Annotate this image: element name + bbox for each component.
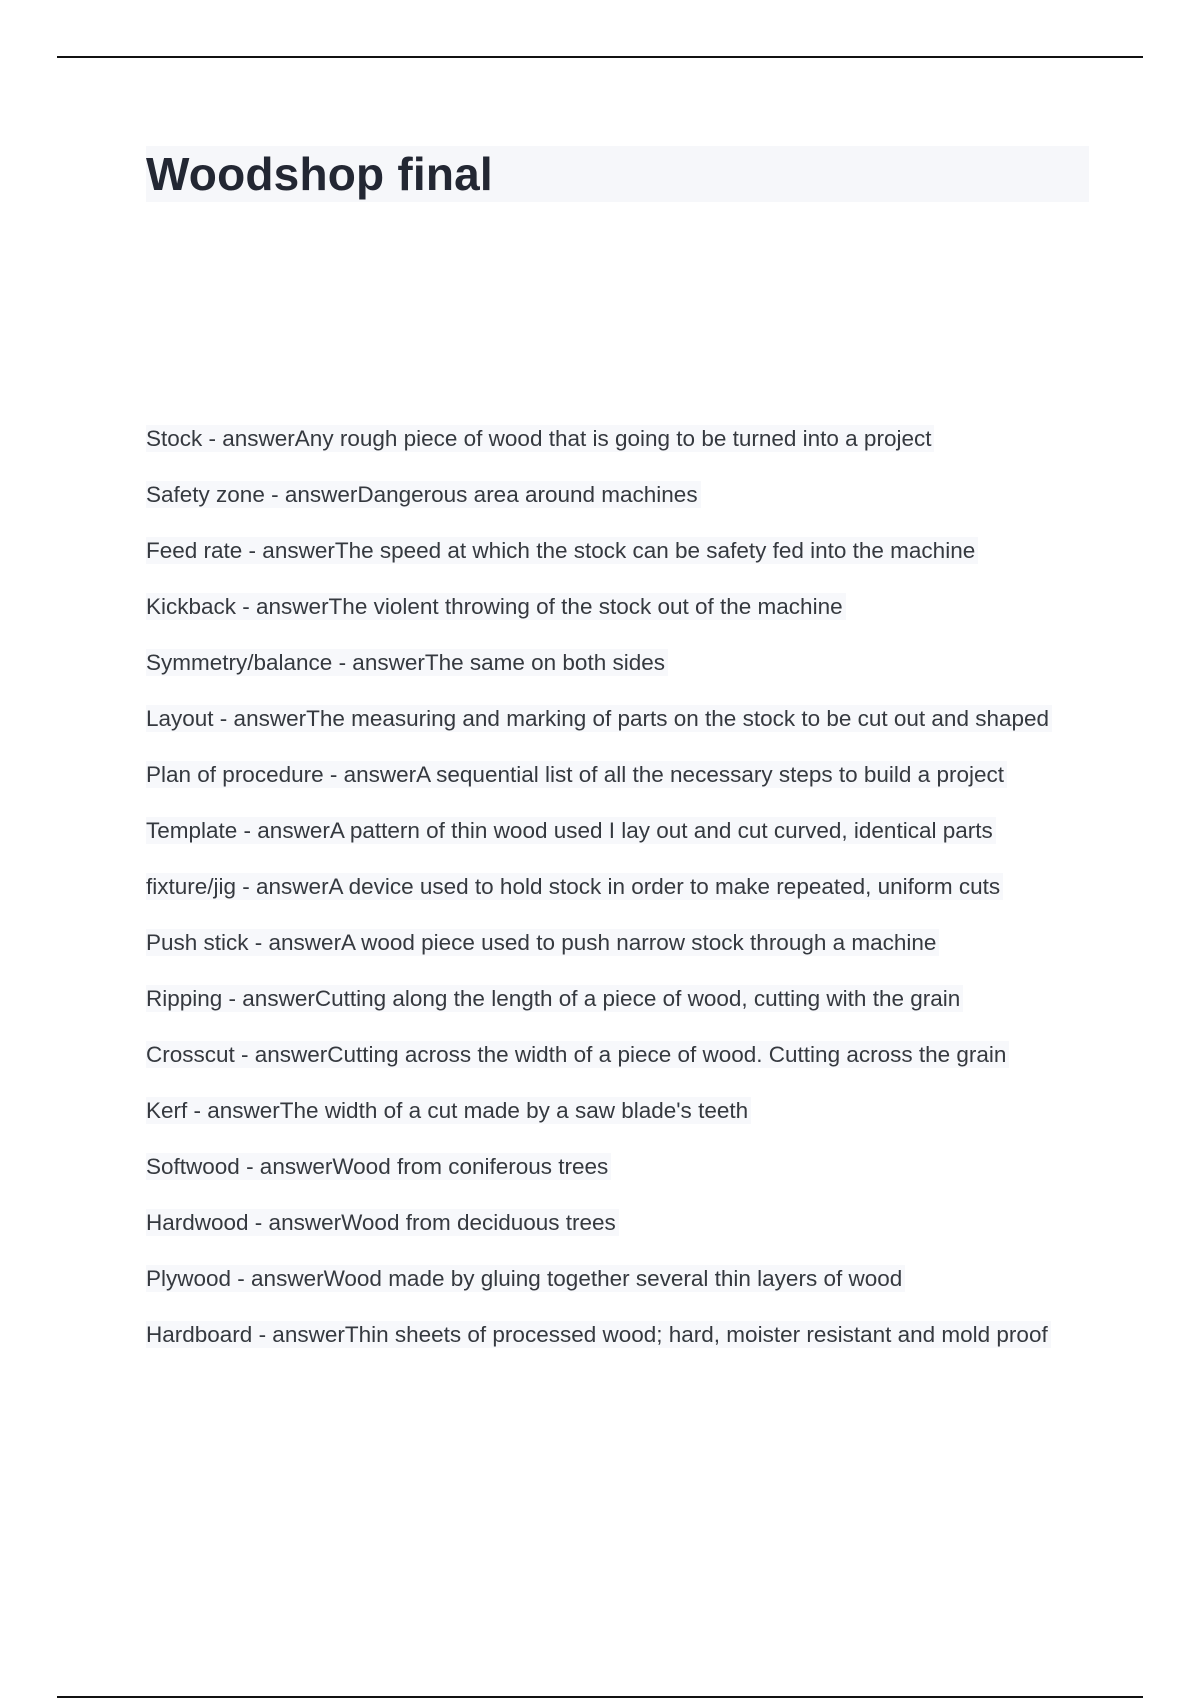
definition-text: Softwood - answerWood from coniferous trees (146, 1153, 611, 1180)
definition-text: fixture/jig - answerA device used to hold stock in order to make repeated, uniform cuts (146, 873, 1003, 900)
definition-text: Hardboard - answerThin sheets of processed wood; hard, moister resistant and mold proof (146, 1321, 1051, 1348)
definition-text: Crosscut - answerCutting across the width of a piece of wood. Cutting across the grain (146, 1041, 1009, 1068)
list-item (146, 816, 1086, 845)
list-item (146, 1208, 1086, 1237)
definition-text: Feed rate - answerThe speed at which the stock can be safety fed into the machine (146, 537, 978, 564)
definition-text: Stock - answerAny rough piece of wood that is going to be turned into a project (146, 425, 934, 452)
definition-list (146, 424, 1086, 1376)
list-item (146, 1264, 1086, 1293)
top-rule (57, 56, 1143, 58)
definition-text: Plan of procedure - answerA sequential list of all the necessary steps to build a project (146, 761, 1007, 788)
list-item (146, 872, 1086, 901)
list-item (146, 1152, 1086, 1181)
list-item (146, 648, 1086, 677)
list-item (146, 704, 1086, 733)
page-title: Woodshop final (146, 148, 493, 200)
definition-text: Kickback - answerThe violent throwing of the stock out of the machine (146, 593, 846, 620)
list-item (146, 592, 1086, 621)
list-item (146, 1320, 1086, 1349)
list-item (146, 536, 1086, 565)
list-item (146, 424, 1086, 453)
definition-text: Kerf - answerThe width of a cut made by a saw blade's teeth (146, 1097, 751, 1124)
definition-text: Symmetry/balance - answerThe same on both sides (146, 649, 668, 676)
list-item (146, 984, 1086, 1013)
definition-text: Ripping - answerCutting along the length of a piece of wood, cutting with the grain (146, 985, 963, 1012)
list-item (146, 760, 1086, 789)
list-item (146, 480, 1086, 509)
list-item (146, 1040, 1086, 1069)
bottom-rule (57, 1696, 1143, 1698)
list-item (146, 1096, 1086, 1125)
definition-text: Layout - answerThe measuring and marking of parts on the stock to be cut out and shaped (146, 705, 1052, 732)
list-item (146, 928, 1086, 957)
definition-text: Plywood - answerWood made by gluing together several thin layers of wood (146, 1265, 905, 1292)
definition-text: Safety zone - answerDangerous area around machines (146, 481, 701, 508)
definition-text: Template - answerA pattern of thin wood used I lay out and cut curved, identical parts (146, 817, 996, 844)
definition-text: Hardwood - answerWood from deciduous trees (146, 1209, 619, 1236)
definition-text: Push stick - answerA wood piece used to push narrow stock through a machine (146, 929, 939, 956)
